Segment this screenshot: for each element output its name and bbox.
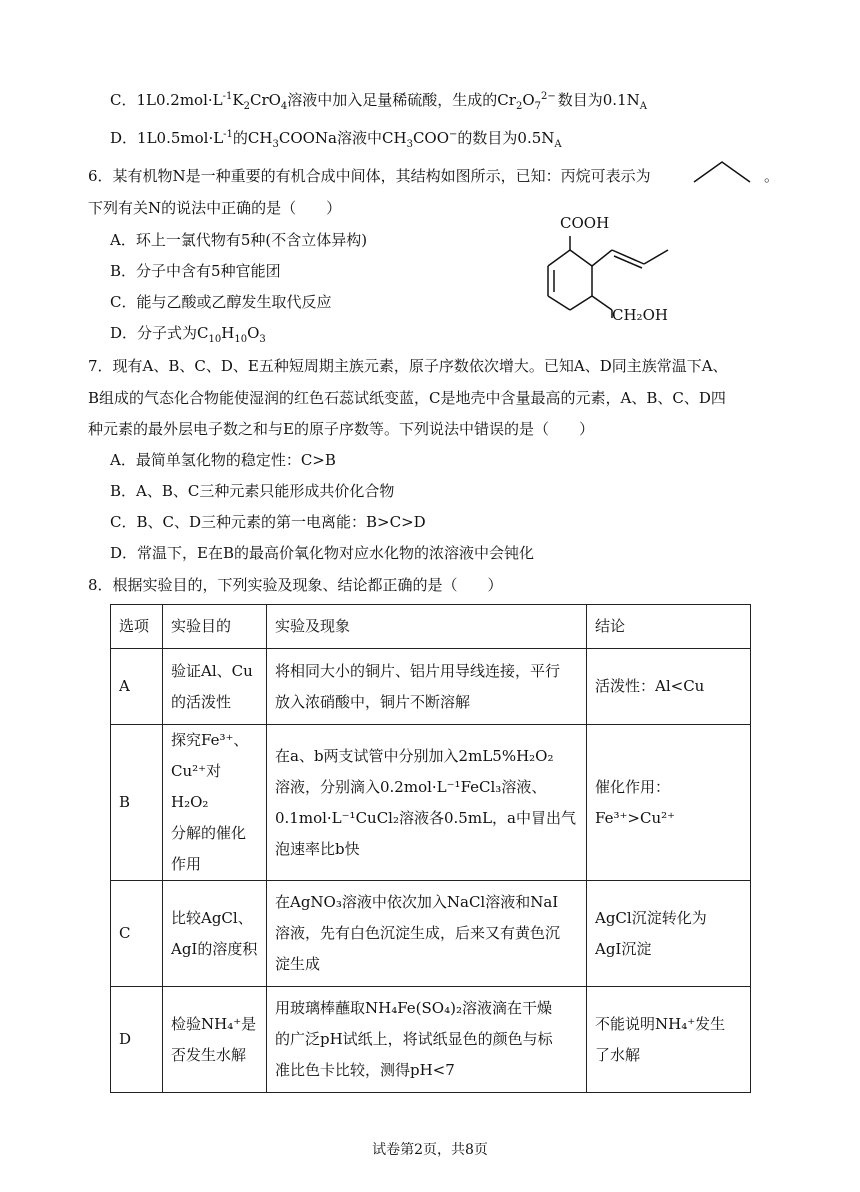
text: D．分子式为C: [110, 324, 209, 342]
cell-line: 检验NH₄⁺是: [171, 1014, 257, 1033]
text: C．1L0.2mol·L: [110, 91, 223, 109]
text: COONa溶液中CH: [278, 129, 407, 147]
sub: 10: [234, 334, 248, 345]
header-option: 选项: [111, 605, 163, 649]
row-purpose: [163, 987, 267, 1093]
q6-option-c: C．能与乙酸或乙醇发生取代反应: [110, 293, 332, 311]
page-footer: 试卷第2页，共8页: [372, 1142, 488, 1158]
text: COO: [412, 129, 450, 147]
sub: 7: [534, 101, 542, 112]
q7-option-a: A．最简单氢化物的稳定性：C>B: [110, 451, 336, 469]
row-experiment: [267, 987, 587, 1093]
q5-option-d: [110, 128, 562, 148]
q7-line1: 7．现有A、B、C、D、E五种短周期主族元素，原子序数依次增大。已知A、D同主族常温下A、: [88, 357, 728, 375]
cell-line: Cu²⁺对H₂O₂: [171, 762, 222, 811]
q6-line2: 下列有关N的说法中正确的是（ ）: [88, 199, 342, 217]
q7-option-d: D．常温下，E在B的最高价氧化物对应水化物的浓溶液中会钝化: [110, 544, 535, 562]
cell-line: 用玻璃棒蘸取NH₄Fe(SO₄)₂溶液滴在干燥: [275, 999, 552, 1017]
cell-line: 淀生成: [275, 955, 321, 973]
experiment-table: [110, 604, 751, 1093]
q7-line3: 种元素的最外层电子数之和与E的原子序数等。下列说法中错误的是（ ）: [88, 420, 594, 438]
row-conclusion: [587, 649, 751, 725]
sub: A: [554, 139, 562, 150]
sub: 2: [515, 101, 523, 112]
cell-line: AgCl沉淀转化为: [595, 908, 707, 927]
cell-line: 不能说明NH₄⁺发生: [595, 1014, 726, 1033]
sub: 3: [406, 139, 413, 150]
q5-option-c: [110, 90, 647, 110]
cell-line: 探究Fe³⁺、: [171, 731, 249, 749]
sup: 2−: [541, 91, 556, 102]
text: D．1L0.5mol·L: [110, 129, 224, 147]
table-row: [111, 987, 751, 1093]
cell-line: AgI沉淀: [595, 939, 652, 958]
sub: A: [639, 101, 647, 112]
cell-line: 0.1mol·L⁻¹CuCl₂溶液各0.5mL，a中冒出气: [275, 808, 576, 827]
cell-line: 在a、b两支试管中分别加入2mL5%H₂O₂: [275, 746, 554, 765]
row-conclusion: [587, 987, 751, 1093]
cell-line: 溶液，分别滴入0.2mol·L⁻¹FeCl₃溶液、: [275, 777, 547, 796]
cell-line: AgI的溶度积: [171, 939, 258, 958]
cell-line: 在AgNO₃溶液中依次加入NaCl溶液和NaI: [275, 893, 559, 911]
q7-option-b: B．A、B、C三种元素只能形成共价化合物: [110, 482, 395, 500]
row-experiment: [267, 725, 587, 881]
text: H: [221, 324, 235, 342]
row-conclusion: [587, 881, 751, 987]
row-purpose: [163, 881, 267, 987]
cell-line: 溶液，先有白色沉淀生成，后来又有黄色沉: [275, 924, 561, 942]
sup: -1: [222, 91, 233, 102]
cell-line: 否发生水解: [171, 1045, 247, 1064]
q6-option-a: A．环上一氯代物有5种(不含立体异构): [110, 231, 368, 249]
text: O: [522, 91, 535, 109]
row-option: B: [111, 725, 163, 881]
cell-line: 活泼性：Al<Cu: [595, 677, 705, 695]
sub: 3: [259, 334, 266, 345]
q7-line2: B组成的气态化合物能使湿润的红色石蕊试纸变蓝，C是地壳中含量最高的元素，A、B、C、D四: [88, 389, 726, 407]
sub: 2: [243, 101, 250, 112]
cell-line: 的广泛pH试纸上，将试纸显色的颜色与标: [275, 1030, 553, 1048]
cell-line: 验证Al、Cu: [171, 661, 253, 680]
q8-title: 8．根据实验目的，下列实验及现象、结论都正确的是（ ）: [88, 576, 503, 594]
table-row: [111, 725, 751, 881]
sup: -1: [223, 129, 233, 140]
text: O: [247, 324, 260, 342]
cell-line: 了水解: [595, 1045, 641, 1064]
text: 6．某有机物N是一种重要的有机合成中间体，其结构如图所示，已知：丙烷可表示为: [88, 167, 651, 185]
table-row: [111, 881, 751, 987]
q6-option-b: B．分子中含有5种官能团: [110, 262, 281, 280]
row-experiment: [267, 649, 587, 725]
sup: −: [449, 129, 458, 140]
molecule-structure-icon: [520, 208, 700, 336]
ch2oh-label: CH₂OH: [612, 306, 668, 324]
row-option: C: [111, 881, 163, 987]
cell-line: 比较AgCl、: [171, 908, 253, 927]
propane-skeletal-icon: [692, 158, 754, 186]
row-option: A: [111, 649, 163, 725]
cell-line: 催化作用：Fe³⁺>Cu²⁺: [595, 777, 676, 827]
text: 的CH: [232, 129, 273, 147]
cell-line: 分解的催化: [171, 824, 247, 842]
row-conclusion: [587, 725, 751, 881]
text: 的数目为0.5N: [457, 129, 555, 147]
q6-option-d: [110, 323, 266, 343]
sub: 10: [208, 334, 222, 345]
sub: 3: [272, 139, 279, 150]
header-conclusion: 结论: [587, 605, 751, 649]
row-experiment: [267, 881, 587, 987]
row-purpose: [163, 725, 267, 881]
text: 数目为0.1N: [557, 91, 640, 109]
q7-option-c: C．B、C、D三种元素的第一电离能：B>C>D: [110, 513, 426, 531]
cell-line: 泡速率比b快: [275, 839, 360, 858]
table-row: [111, 649, 751, 725]
cell-line: 准比色卡比较，测得pH<7: [275, 1061, 455, 1079]
cooh-label: COOH: [560, 214, 610, 232]
header-purpose: 实验目的: [163, 605, 267, 649]
text: K: [232, 91, 244, 109]
cell-line: 放入浓硝酸中，铜片不断溶解: [275, 692, 471, 711]
q6-line1: [88, 166, 651, 186]
cell-line: 的活泼性: [171, 692, 232, 711]
text: 溶液中加入足量稀硫酸，生成的Cr: [287, 91, 516, 109]
table-header-row: [111, 605, 751, 649]
molecule-structure: [520, 208, 700, 336]
q6-line1-end: 。: [764, 167, 780, 185]
row-option: D: [111, 987, 163, 1093]
text: CrO: [249, 91, 281, 109]
header-experiment: 实验及现象: [267, 605, 587, 649]
sub: 4: [280, 101, 288, 112]
cell-line: 将相同大小的铜片、铝片用导线连接，平行: [275, 661, 561, 680]
cell-line: 作用: [171, 855, 202, 873]
row-purpose: [163, 649, 267, 725]
